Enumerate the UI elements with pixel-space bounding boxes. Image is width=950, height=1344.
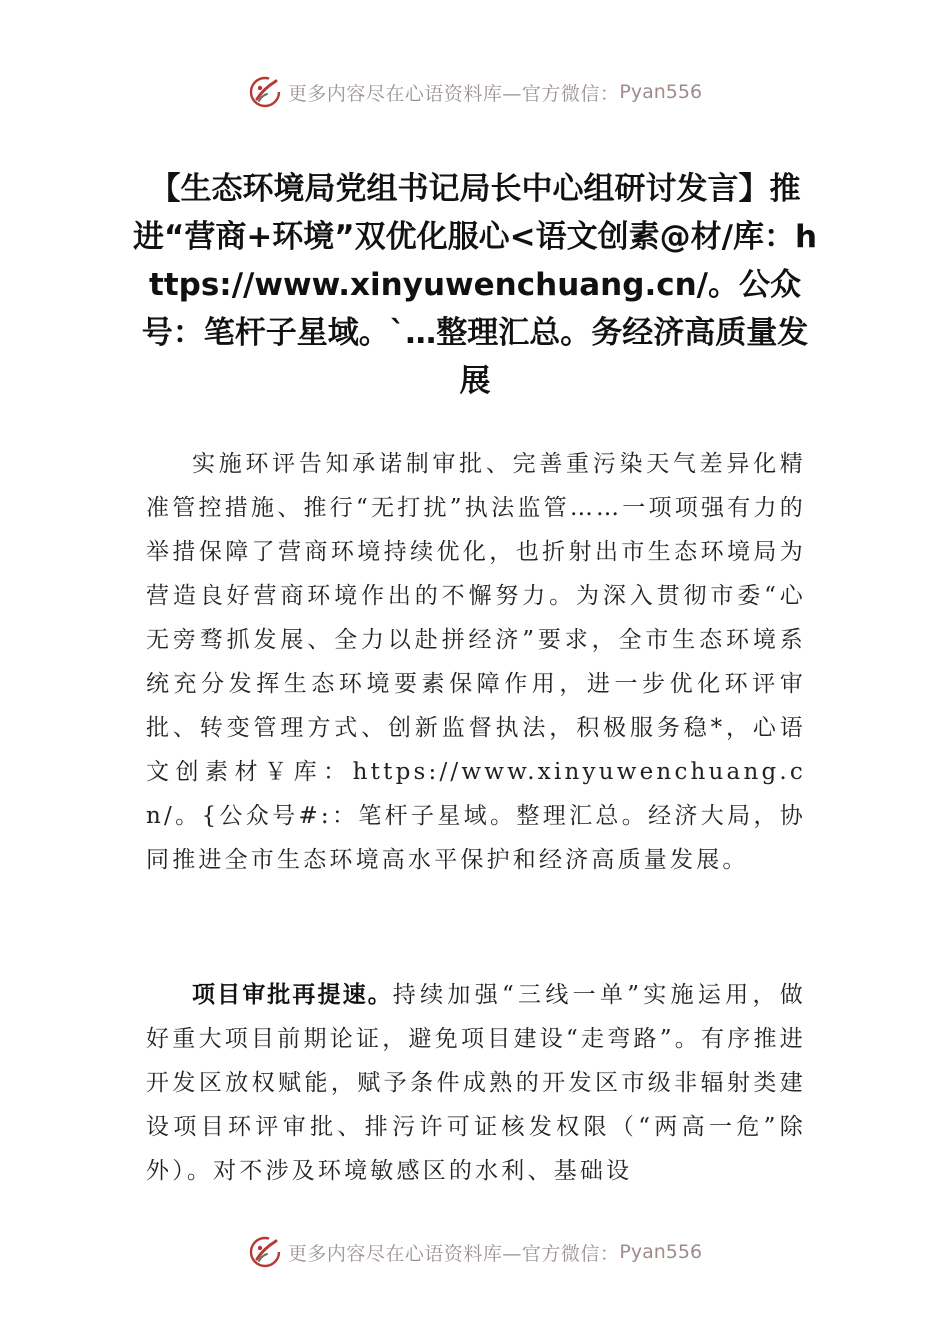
header-banner-wechat-id: Pyan556	[619, 81, 703, 103]
footer-banner	[0, 1230, 950, 1274]
paragraph-lead-heading: 项目审批再提速。	[192, 982, 393, 1008]
header-banner-text: 更多内容尽在心语资料库—官方微信：	[287, 82, 620, 105]
paragraph-body-text: 持续加强“三线一单”实施运用，做好重大项目前期论证，避免项目建设“走弯路”。有序推进开发区放权赋能，赋予条件成熟的开发区市级非辐射类建设项目环评审批、排污许可证核发权限（“两高一危”除外）。对不涉及环境敏感区的水利、基础设	[146, 982, 807, 1184]
document-title: 【生态环境局党组书记局长中心组研讨发言】推进“营商+环境”双优化服心<语文创素@材/库：https://www.xinyuwenchuang.cn/。公众号：笔杆子星域。`…整理汇总。务经济高质量发展	[132, 171, 818, 399]
paragraph-project-approval	[146, 973, 806, 1193]
paragraph-intro: 实施环评告知承诺制审批、完善重污染天气差异化精准管控措施、推行“无打扰”执法监管……一项项强有力的举措保障了营商环境持续优化，也折射出市生态环境局为营造良好营商环境作出的不懈努力。为深入贯彻市委“心无旁骛抓发展、全力以赴拼经济”要求，全市生态环境系统充分发挥生态环境要素保障作用，进一步优化环评审批、转变管理方式、创新监督执法，积极服务稳*，心语文创素材￥库：https://www.xinyuwenchuang.cn/。{公众号#:：笔杆子星域。整理汇总。经济大局，协同推进全市生态环境高水平保护和经济高质量发展。	[146, 451, 806, 873]
brush-logo-icon	[248, 75, 282, 109]
header-banner	[0, 70, 950, 114]
footer-banner-wechat-id: Pyan556	[619, 1241, 703, 1263]
brush-logo-icon	[248, 1235, 282, 1269]
footer-banner-text: 更多内容尽在心语资料库—官方微信：	[287, 1242, 620, 1265]
